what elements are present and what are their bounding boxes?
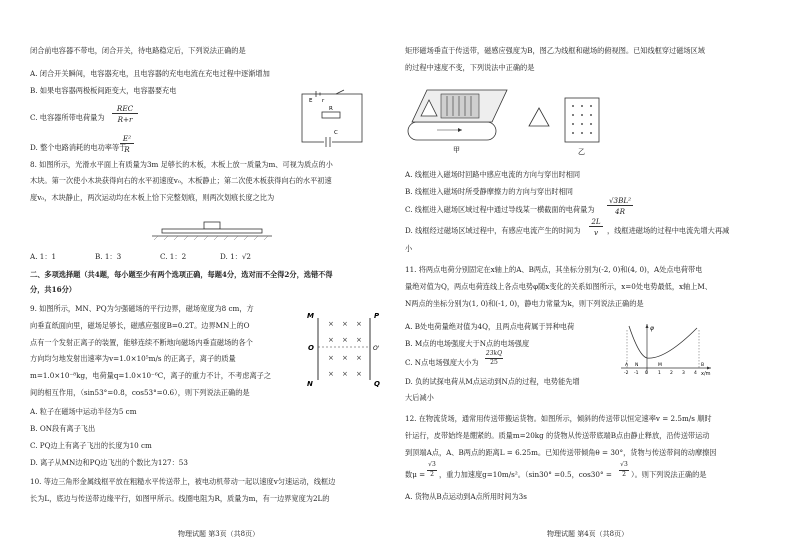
tick-label: 2 [670,371,673,376]
option-7c: C. 电容器所带电荷量为 [30,113,105,122]
text-line: 间的相互作用，（sin53°=0.8，cos53°=0.6），则下列说法正确的是 [30,388,250,397]
option-8a: A. 1：1 [30,252,57,261]
frac-num: REC [116,104,134,113]
svg-text:×: × [356,354,362,362]
text-line: 量绝对值为Q，两点电荷连线上各点电势φ随x变化的关系如图所示，x=0处电势最低，x轴上M、 [405,282,712,291]
section-heading-cont: 分，共16分） [30,285,76,294]
text-line: 长为L，底边与传送带边缘平行，如图甲所示。线圈电阻为R，质量为m，有一边界宽度为2L的 [30,494,330,503]
option-12a: A. 货物从B点运动到A点所用时间为3s [405,492,527,501]
frac-num: 2L [591,217,601,226]
option-8b: B. 1：3 [95,252,122,261]
option-11c: C. N点电场强度大小为 [405,358,479,367]
tick-label: 3 [682,371,685,376]
label-r: r [322,98,325,104]
text-line: ，线框进磁场的过程中电流先增大再减 [607,226,730,235]
svg-text:×: × [342,336,348,344]
option-10b: B. 线框进入磁场时所受静摩擦力的方向与穿出时相同 [405,187,573,196]
frac-den: R+r [117,115,133,124]
svg-text:×: × [328,336,334,344]
svg-text:×: × [328,320,334,328]
frac-den: 2 [430,471,434,478]
svg-text:×: × [342,354,348,362]
label-Q: Q [374,380,380,388]
text-line: 向垂直纸面向里，磁场足够长，磁感应强度B=0.2T。边界MN上的O [30,321,250,330]
question-8: 8. 如图所示，光滑水平面上有质量为3m 足够长的木板，木板上放一质量为m、可视为质点的小 [30,160,333,169]
label-M: M [307,312,314,320]
option-7a: A. 闭合开关瞬间，电容器充电，且电容器的充电电流在充电过程中逐渐增加 [30,69,270,78]
label-C: C [334,130,338,136]
text-line: 方向均匀地发射出速率为v=1.0×10⁵m/s 的正离子，离子的质量 [30,354,236,363]
frac-num: E² [122,134,132,143]
tick-label: 0 [645,371,648,376]
option-10c: C. 线框进入磁场区域过程中通过导线某一横截面的电荷量为 [405,205,595,214]
tick-label: 1 [658,371,661,376]
option-8c: C. 1：2 [160,252,187,261]
option-9a: A. 粒子在磁场中运动半径为5 cm [30,407,137,416]
label-O: O [308,344,314,352]
magnetic-field-figure [306,310,386,390]
frac-den: v [593,228,599,237]
frac-bar [112,113,138,114]
potential-graph [615,322,715,378]
svg-text:×: × [356,370,362,378]
option-11d: D. 负的试探电荷从M点运动到N点的过程，电势能先增 [405,377,580,386]
frac-num: 23kQ [485,350,503,357]
text-line: N两点的坐标分别为(1, 0)和(-1, 0)，静电力常量为k，则下列说法正确的是 [405,299,644,308]
label-O-prime: O' [373,345,380,352]
svg-text:×: × [328,370,334,378]
text-line: m=1.0×10⁻⁸kg，电荷量q=1.0×10⁻⁶C，离子的重力不计，不考虑离子之 [30,371,272,380]
text-line: 的过程中速度不变，下列说法中正确的是 [405,63,535,72]
frac-den: R [124,145,130,154]
point-label: M [658,363,662,368]
svg-text:×: × [356,336,362,344]
label-jia: 甲 [453,146,460,154]
circuit-figure [296,90,376,148]
text-line: 数μ = [405,470,426,479]
page-footer-right: 物理试题 第4页（共8页） [547,530,629,538]
label-R: R [329,106,333,112]
question-10: 10. 等边三角形金属线框平放在粗糙水平传送带上，被电动机带动一起以速度v匀速运动，线框边 [30,477,336,486]
text-line: ）。则下列说法正确的是 [631,470,707,479]
option-11a: A. B处电荷量绝对值为4Q，且两点电荷属于异种电荷 [405,322,575,331]
section-heading: 二、多项选择题（共4题，每小题至少有两个选项正确，每题4分，选对而不全得2分，选错不得 [30,270,333,279]
label-E: E [309,98,313,104]
tick-label: -1 [634,371,639,376]
point-label: N [635,363,639,368]
option-7b: B. 如果电容器两极板间距变大，电容器要充电 [30,86,177,95]
axis-x-label: x/m [701,371,711,377]
frac-num: √3 [428,461,436,468]
option-9d: D. 离子从MN边和PQ边飞出的个数比为127：53 [30,458,188,467]
label-P: P [374,312,380,320]
label-N: N [307,380,313,388]
point-label: A [625,363,629,368]
tick-label: -2 [624,371,629,376]
frac-num: √3BL² [608,196,632,205]
frac-den: 4R [615,207,625,216]
text-line: 点有一个发射正离子的装置，能够连续不断地向磁场内垂直磁场的各个 [30,338,253,347]
question-9: 9. 如图所示，MN、PQ为匀强磁场的平行边界，磁场宽度为8 cm，方 [30,304,254,313]
question-11: 11. 将两点电荷分别固定在x轴上的A、B两点，其坐标分别为(-2, 0)和(4, 0)，A处点电荷带电 [405,265,703,274]
text-line: 度v₀，木块静止，两次运动均在木板上恰下完整划痕，则两次划痕长度之比为 [30,193,275,202]
top-view-figure [525,96,625,162]
frac-den: 2 [622,471,626,478]
text-line: 针运行，皮带始终是绷紧的。质量m=20kg 的货物从传送带底端B点由静止释放，沿传送带运动 [405,431,710,440]
page-footer-left: 物理试题 第3页（共8页） [178,530,260,538]
frac-num: √3 [620,461,628,468]
option-10a: A. 线框进入磁场时回路中感应电流的方向与穿出时相同 [405,170,581,179]
text-line: 闭合前电容器不带电，闭合开关，待电路稳定后，下列说法正确的是 [30,46,246,55]
svg-text:×: × [342,370,348,378]
text-line: 小 [405,244,413,253]
question-12: 12. 在物流货场，通常用传送带搬运货物。如图所示，倾斜的传送带以恒定速率v = 2.5m/s 顺时 [405,414,712,423]
option-10d: D. 线框经过磁场区域过程中，有感应电流产生的时间为 [405,226,581,235]
text-line: ，重力加速度g=10m/s²。（sin30° =0.5，cos30° = [439,470,612,479]
frac-bar [120,143,134,144]
text-line: 到顶端A点，A、B两点的距离L = 6.25m。已知传送带倾角θ = 30°，货物与传送带间的动摩擦因 [405,448,717,457]
option-7d: D. 整个电路消耗的电功率等于 [30,143,127,152]
frac-bar [607,205,633,206]
frac-bar [589,226,603,227]
svg-text:×: × [356,320,362,328]
option-11b: B. M点的电场强度大于N点的电场强度 [405,339,530,348]
board-figure [152,218,272,240]
axis-phi-label: φ [650,325,654,332]
tick-label: 4 [694,371,697,376]
point-label: B [701,363,705,368]
svg-text:×: × [328,354,334,362]
option-9c: C. PQ边上有离子飞出的长度为10 cm [30,441,152,450]
frac-den: 25 [490,359,498,366]
option-9b: B. ON段有离子飞出 [30,424,96,433]
text-line: 矩形磁场垂直于传送带，磁感应强度为B，图乙为线框和磁场的俯视图。已知线框穿过磁场区域 [405,46,705,55]
option-8d: D. 1：√2 [220,252,251,261]
text-line: 木块。第一次使小木块获得向右的水平初速度v₀，木板静止；第二次使木板获得向右的水平初速 [30,176,332,185]
label-yi: 乙 [578,148,585,156]
text-line: 大后减小 [405,393,434,402]
svg-text:×: × [342,320,348,328]
conveyor-figure [407,82,517,154]
